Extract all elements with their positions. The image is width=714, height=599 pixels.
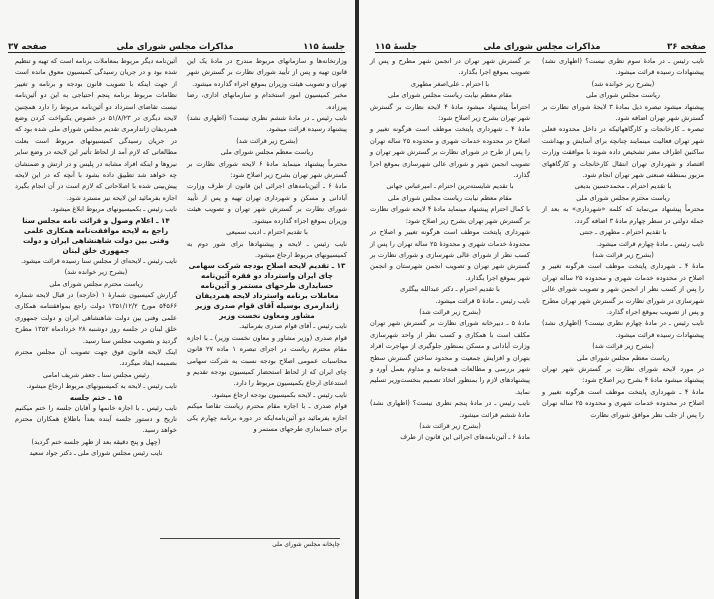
centered-line: با تقدیم احترام ـ محمدحسین بدیعی [574,182,672,191]
paragraph: در مورد لایحه شورای نظارت بر گسترش شهر تهران پیشنهاد میشود مادهٔ ۴ بشرح زیر اصلاح شود: [542,364,704,385]
centered-line: (بشرح زیر خوانده شد) [591,79,655,88]
paragraph: بر گسترش شهر تهران در انجمن شهر مطرح و پس از تصویب بموقع اجرا بگذارد. [370,57,530,77]
paragraph: گزارش کمیسیون شمارهٔ ۱ (خارجه) در قبال لایحه شماره ۵۴۵۶۶ مورخ ۱۳۵۱/۱۲/۲ دولت راجع بموافقتنامه همکاری علمی وفنی بین دولت شاهنشاهی ایران و دولت جمهوری خلق لبنان در جلسه روز دوشنبه ۲۸ خردادماه ۱۳۵۲ مطرح گردید و بتصویب مجلس سنا رسید. [15,290,178,345]
section-heading: ۱۳ ـ تقدیم لایحه اصلاح بودجه شرکت سهامی چای ایران واسترداد دو فقره آئین‌نامه حسابداری طرحهای مستمر و آئین‌نامه معاملات برنامه واسترداد لایحه همردیفان ژاندارمری بوسیله آقای قوام صدری وزیر مشاور ومعاون نخست وزیر [188,261,346,321]
centered-line: با تقدیم احترام ـ مطهری ـ جنتی [579,228,667,237]
centered-line: ریاست معظم مجلس شورای ملی [576,353,670,362]
left-page [0,0,355,599]
text-column-right [187,56,347,435]
paragraph: نایب رئیس ـ لایحه و پیشنهادها برای شور دوم به کمیسیونهای مربوط ارجاع میشود. [187,239,347,259]
paragraph: نایب رئیس ـ لایحه بکمیسیون بودجه ارجاع میشود. [211,390,347,399]
centered-line: (چهل و پنج دقیقه بعد از ظهر جلسه ختم گردید) [31,437,161,446]
paragraph: مادهٔ ۴ ـ شهرداری پایتخت موظف است هرگونه تغییر و اصلاح در محدوده خدمات شهری و محدوده ۲۵ ساله تهران را پس از جلب نظر موافق شورای نظارت [542,387,705,419]
centered-line: با تقدیم شایسته‌ترین احترام ـ امیرعباس جهانی [386,182,514,191]
centered-line: (بشرح زیر قرائت شد) [592,250,654,259]
session-number: جلسهٔ ۱۱۵ [375,42,417,52]
centered-line: با تقدیم احترام ـ دکتر عبدالله بیگلری [400,285,500,294]
centered-line: ریاست معظم مجلس شورای ملی [220,148,314,157]
page-header [8,38,345,53]
paragraph: نایب رئیس ـ مادهٔ ۵ قرائت میشود. [435,296,530,305]
centered-line: رئیس مجلس سنا ـ جعفر شریف امامی [42,370,150,379]
paragraph: نایب رئیس ـ در مادهٔ پنجم نظری نیست؟ (اظهاری نشد) مادهٔ ششم قرائت میشود. [370,399,530,419]
page-number: صفحه ۳۷ [8,42,47,52]
paragraph: وزارتخانه‌ها و سازمانهای مربوط مندرج در مادهٔ یک این قانون تهیه و پس از تأیید شورای نظارت بر گسترش شهر تهران و تصویب هیئت وزیران بموقع اجراء گذارده میشود. [187,57,347,88]
centered-line: ریاست محترم مجلس شورای ملی [49,279,143,288]
paragraph: نایب رئیس ـ لایحه‌ای از مجلس سنا رسیده قرائت میشود. [20,256,177,265]
paragraph: مخبر کمیسیون امور استخدام و سازمانهای اداری، رضا پیرزاده. [187,91,347,111]
paragraph: نایب رئیس ـ بکمیسیونهای مربوط ابلاغ میشود. [50,205,177,214]
paragraph: نایب رئیس ـ مادهٔ چهارم قرائت میشود. [596,239,704,248]
centered-line: مقام معظم نیابت ریاست مجلس شورای ملی [388,91,512,100]
centered-line: (بشرح زیر خوانده شد) [64,268,128,277]
section-heading: ۱۵ ـ ختم جلسه [69,392,123,402]
printer-footer: چاپخانه مجلس شورای ملی [160,538,340,548]
paragraph: قوام صدری (وزیر مشاور و معاون نخست وزیر) ـ با اجازه مقام محترم ریاست در اجرای تبصره ۱ ماده ۲۷ قانون محاسبات عمومی اصلاح بودجه نسبت به شرکت سهامی چای ایران که از لحاظ استحضار کمیسیون بودجه تقدیم و استدعای ارجاع بکمیسیون مربوط را دارد. [187,333,348,388]
paragraph: با کمال احترام پیشنهاد مینماید مادهٔ ۴ لایحه شورای نظارت بر گسترش شهر تهران بشرح زیر اصلاح شود: [370,205,530,225]
paragraph: مادهٔ ۶ ـ آئین‌نامه‌های اجرائی این قانون از طرف وزارت آبادانی و مسکن و شهرداری تهران تهیه و پس از تأیید شورای نظارت بر گسترش شهر تهران و تصویب هیئت وزیران بموقع اجراء گذارده میشود. [187,182,348,225]
paragraph: نایب رئیس ـ در مادهٔ ششم نظری نیست؟ (اظهاری نشد) پیشنهاد رسیده قرائت میشود. [187,114,347,134]
paragraph: نایب رئیس ـ با اجازه خانمها و آقایان جلسه را ختم میکنیم تاریخ و دستور جلسه آینده بعداً باطلاع همکاران محترم خواهد رسید. [15,403,177,435]
page-header [375,38,706,53]
paragraph: مادهٔ ۵ ـ دبیرخانه شورای نظارت بر گسترش شهر تهران مکلف است با همکاری و کسب نظر از واحد شهرسازی وزارت آبادانی و مسکن بمنظور جلوگیری از مهاجرت افراد بتهران و افزایش جمعیت و محدود ساختن گسترش سطح شهر بررسی و مطالعات همه‌جانبه و مداوم بعمل آورد و پیشنهادهای لازم را بمنظور اتخاذ تصمیم بنخست‌وزیر تسلیم نماید. [370,319,530,396]
paragraph: پیشنهاد میشود تبصره ذیل بمادهٔ ۳ لایحهٔ شورای نظارت بر گسترش شهر تهران اضافه شود. [542,102,704,123]
paragraph: نایب رئیس ـ در مادهٔ چهارم نظری نیست؟ (اظهاری نشد) پیشنهادات رسیده قرائت میشود. [542,319,704,339]
right-page [359,0,714,599]
publication-title: مذاکرات مجلس شورای ملی [116,42,234,52]
paragraph: نایب رئیس ـ در مادهٔ سوم نظری نیست؟ (اظهاری نشد) پیشنهادات رسیده قرائت میشود. [542,57,704,77]
publication-title: مذاکرات مجلس شورای ملی [483,42,601,52]
centered-line: ریاست مجلس شورای ملی [585,91,660,100]
centered-line: نایب رئیس مجلس شورای ملی ـ دکتر جواد سعید [29,449,163,458]
text-column-right [542,56,704,421]
section-heading: ۱۴ ـ اعلام وصول و قرائت نامه مجلس سنا راجع به لایحه موافقت‌نامه همکاری علمی وفنی بین دولت شاهنشاهی ایران و دولت جمهوری خلق لبنان [22,215,170,255]
centered-line: (بشرح زیر قرائت شد) [236,136,298,145]
paragraph: اینک لایحه قانون فوق جهت تصویب آن مجلس محترم بضمیمه ایفاد میگردد. [15,347,177,368]
paragraph: مادهٔ ۴ ـ شهرداری پایتخت موظف است هرگونه تغییر و اصلاح در محدوده خدمات شهری و محدوده ۲۵ ساله تهران را پس از کسب نظر از انجمن شهر و تصویب شورای عالی شهرسازی در شورای نظارت بر گسترش شهر تهران مطرح و پس از تصویب بموقع اجراء گذارد. [542,262,705,316]
paragraph: احتراماً پیشنهاد میشود مادهٔ ۴ لایحه نظارت بر گسترش شهر تهران بشرح زیر اصلاح شود: [370,102,531,123]
centered-line: با احترام ـ علی‌اصغر مطهری [410,79,490,88]
centered-line: با تقدیم احترام ـ ادیب سمیعی [226,228,308,237]
centered-line: ریاست محترم مجلس شورای ملی [576,193,670,202]
paragraph: تبصره ـ کارخانجات و کارگاههائیکه در داخل محدوده فعلی شهر تهران فعالیت مینمایند چنانچه برای آسایش و بهداشت ساکنین اطراف مضر تشخیص داده شوند با موافقت وزارت اقتصاد و شهرداری تهران انتقال کارخانجات و کارگاههای مزبور بمنطقه صنعتی شهر تهران انجام شود. [542,125,704,180]
paragraph: محترماً پیشنهاد مینماید مادهٔ ۶ لایحه شورای نظارت بر گسترش شهر تهران بشرح زیر اصلاح شود: [187,159,347,180]
centered-line: مقام معظم نیابت ریاست مجلس شورای ملی [388,193,512,202]
paragraph: نایب رئیس ـ لایحه به کمیسیونهای مربوط ارجاع میشود. [26,382,177,391]
paragraph: نایب رئیس ـ آقای قوام صدری بفرمائید. [239,322,347,331]
session-number: جلسهٔ ۱۱۵ [303,42,345,52]
centered-line: (بشرح زیر قرائت شد) [419,307,481,316]
paragraph: شهرداری پایتخت موظف است هرگونه تغییر و اصلاح در محدودهٔ خدمات شهری و محدودهٔ ۲۵ ساله تهران را پس از کسب نظر از شورای عالی شهرسازی و شورای نظارت بر گسترش شهر تهران و تصویب انجمن شهرستان و انجمن شهر بموقع اجرا بگذارد. [370,228,530,282]
paragraph: آئین‌نامه دیگر مربوط بمعاملات برنامه است که تهیه و تنظیم شده بود و در جریان رسیدگی کمیسیون معوق مانده است از جهت اینکه با تصویب قانون بودجه و برنامه و تغییر نظامات مربوط برنامه پنجم احتیاجی به این دو آئین‌نامه نیست تقاضای استرداد دو آئین‌نامه مربوط را دارد همچنین لایحه دیگری در ۵۱/۸/۲۳ در خصوص یکنواخت کردن وضع همردیفان ژاندارمری تقدیم مجلس شورای ملی شده بود که در جریان رسیدگی کمیسیونهای مربوط است بعلت مطالعاتی که لازم آمد از لحاظ تأثیر این لایحه در وضع سایر نیروها و اینکه افراد مشابه در پلیس و در ارتش و ضمنشان چه خواهد شد تطبیق داده بشود با آنچه که در این لایحه پیش‌بینی شده با اصلاحاتی که لازم است در آن انجام بگیرد اجازه بفرمائید این لایحه نیز مسترد شود. [15,57,177,202]
paragraph: قوام صدری ـ با اجازه مقام محترم ریاست تقاضا میکنم اجازه بفرمائید دو آئین‌نامه‌ایکه در دوره برنامه چهارم یکی برای حسابداری طرحهای مستمر و [187,402,347,433]
centered-line: (بشرح زیر قرائت شد) [419,422,481,430]
paragraph: مادهٔ ۴ ـ شهرداری پایتخت موظف است هرگونه تغییر و اصلاح در محدوده خدمات شهری و محدوده ۲۵ ساله تهران را پس از طرح در شورای نظارت بر گسترش شهر تهران و تصویب انجمن شهر و شورای عالی شهرسازی بموقع اجرا گذارد. [370,125,531,180]
paragraph: محترماً پیشنهاد می‌نماید که کلمه «شهرداری» به بعد از جمله دولتی در سطر چهارم مادهٔ ۳ اضافه گردد. [542,205,704,225]
text-column-left [370,56,530,444]
page-number: صفحه ۳۶ [667,42,706,52]
paragraph: مادهٔ ۶ ـ آئین‌نامه‌های اجرائی این قانون از طرف [400,433,530,442]
text-column-left [15,56,177,460]
centered-line: (بشرح زیر قرائت شد) [592,342,654,351]
